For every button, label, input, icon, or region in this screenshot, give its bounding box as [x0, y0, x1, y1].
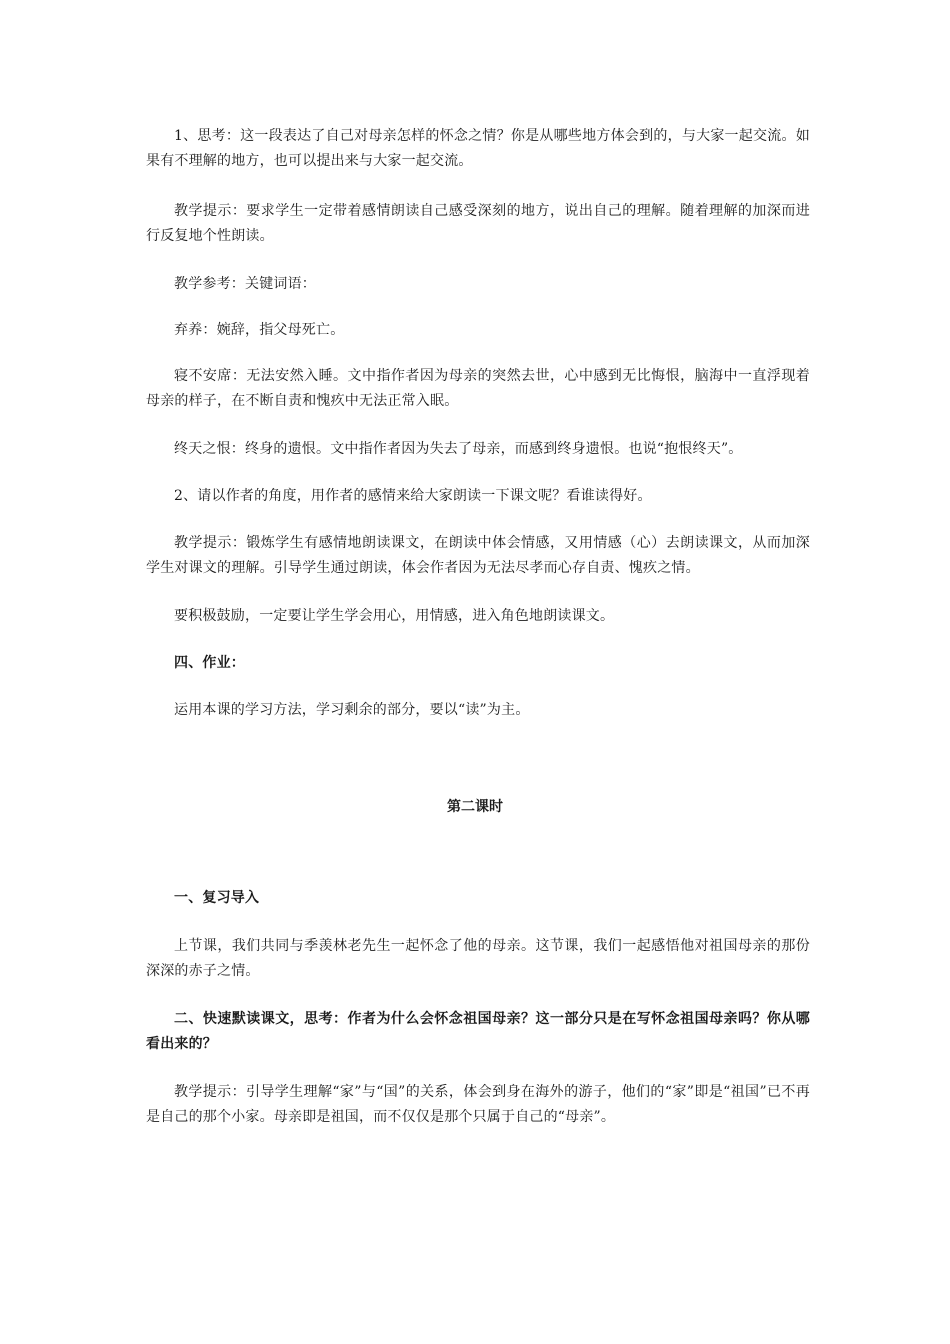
- question-1-paragraph: 1、思考：这一段表达了自己对母亲怎样的怀念之情？你是从哪些地方体会到的，与大家一起交流。如果有不理解的地方，也可以提出来与大家一起交流。: [146, 128, 810, 169]
- review-heading: 一、复习导入: [174, 890, 260, 906]
- teaching-tip-home-country-paragraph: 教学提示：引导学生理解“家”与“国”的关系，体会到身在海外的游子，他们的“家”即是“祖国”已不再是自己的那个小家。母亲即是祖国，而不仅仅是那个只属于自己的“母亲”。: [146, 1084, 810, 1125]
- teaching-reference-paragraph: 教学参考：关键词语：: [174, 276, 316, 292]
- vocab-qiyang-paragraph: 弃养：婉辞，指父母死亡。: [174, 322, 345, 338]
- homework-heading: 四、作业：: [174, 655, 245, 671]
- review-paragraph: 上节课，我们共同与季羡林老先生一起怀念了他的母亲。这节课，我们一起感悟他对祖国母亲的那份深深的赤子之情。: [146, 938, 810, 979]
- encouragement-paragraph: 要积极鼓励，一定要让学生学会用心，用情感，进入角色地朗读课文。: [174, 608, 615, 624]
- homework-paragraph: 运用本课的学习方法，学习剩余的部分，要以“读”为主。: [174, 702, 530, 718]
- lesson-two-title: 第二课时: [447, 799, 503, 815]
- teaching-tip-paragraph: 教学提示：要求学生一定带着感情朗读自己感受深刻的地方，说出自己的理解。随着理解的加深而进行反复地个性朗读。: [146, 203, 810, 244]
- vocab-qinbuanxi-paragraph: 寝不安席：无法安然入睡。文中指作者因为母亲的突然去世，心中感到无比悔恨，脑海中一直浮现着母亲的样子，在不断自责和愧疚中无法正常入眠。: [146, 368, 810, 409]
- question-2-paragraph: 2、请以作者的角度，用作者的感情来给大家朗读一下课文呢？看谁读得好。: [174, 488, 652, 504]
- teaching-tip-reading-paragraph: 教学提示：锻炼学生有感情地朗读课文，在朗读中体会情感，又用情感（心）去朗读课文，从而加深学生对课文的理解。引导学生通过朗读，体会作者因为无法尽孝而心存自责、愧疚之情。: [146, 535, 810, 576]
- quick-reading-heading: 二、快速默读课文，思考：作者为什么会怀念祖国母亲？这一部分只是在写怀念祖国母亲吗？你从哪看出来的？: [146, 1011, 810, 1052]
- vocab-zhongtianzhihen-paragraph: 终天之恨：终身的遗恨。文中指作者因为失去了母亲，而感到终身遗恨。也说“抱恨终天”。: [174, 441, 743, 457]
